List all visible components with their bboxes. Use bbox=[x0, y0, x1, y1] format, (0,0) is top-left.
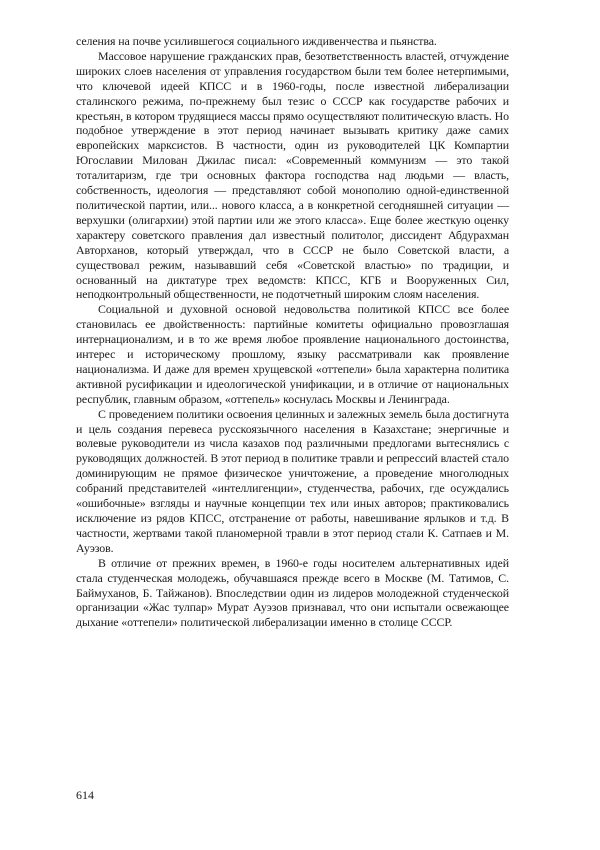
paragraph-virgin-lands: С проведением политики освоения целинных и залежных земель была достигнута и цель создания перевеса русскоязычного населения в Казахстане; энергичные и волевые руководители из числа казахов под различными предлогами вытеснялись с руководящих должностей. В этот период в политике травли и репрессий властей стало доминирующим не прямое физическое уничтожение, а проведение многолюдных собраний представителей «интеллигенции», студенчества, рабочих, где осуждались «ошибочные» взгляды и научные концепции тех или иных авторов; практиковались исключение из рядов КПСС, отстранение от работы, навешивание ярлыков и т.д. В частности, жертвами такой планомерной травли в этот период стали К. Сатпаев и М. Ауэзов. bbox=[76, 406, 509, 555]
page-number: 614 bbox=[76, 788, 94, 802]
page-body bbox=[76, 34, 509, 630]
paragraph-civil-rights: Массовое нарушение гражданских прав, безответственность властей, отчуждение широких слоев населения от управления государством были тем более нетерпимыми, что ключевой идеей КПСС и в 1960-годы, после известной либерализации сталинского режима, по-прежнему был тезис о СССР как государстве рабочих и крестьян, в котором трудящиеся массы прямо осуществляют политическую власть. Но подобное утверждение в этот период начинает вызывать критику даже самих европейских марксистов. В частности, один из руководителей ЦК Компартии Югославии Милован Джилас писал: «Современный коммунизм — это такой тоталитаризм, где три основных фактора господства над людьми — власть, собственность, идеология — представляют собой монополию одной-единственной политической партии, или... нового класса, а в конкретной сегодняшней ситуации — верхушки (олигархии) этой партии или же этого класса». Еще более жесткую оценку характеру советского правления дал известный политолог, диссидент Абдурахман Авторханов, который утверждал, что в СССР не было Советской власти, а существовал режим, называвший себя «Советской властью» по традиции, и основанный на диктатуре трех ведомств: КПСС, КГБ и Вооруженных Сил, неподконтрольный общественности, не подотчетный широким слоям населения. bbox=[76, 48, 509, 302]
paragraph-student-youth: В отличие от прежних времен, в 1960-е годы носителем альтернативных идей стала студенческая молодежь, обучавшаяся прежде всего в Москве (М. Татимов, С. Баймуханов, Б. Тайжанов). Впоследствии один из лидеров молодежной студенческой организации «Жас тулпар» Мурат Ауэзов признавал, что они испытали освежающее дыхание «оттепели» политической либерализации именно в столице СССР. bbox=[76, 555, 509, 630]
paragraph-duality: Социальной и духовной основой недовольства политикой КПСС все более становилась ее двойственность: партийные комитеты официально провозглашая интернационализм, и в то же время любое проявление национального достоинства, интерес и историческому прошлому, языку рассматривали как проявление национализма. И даже для времен хрущевской «оттепели» была характерна политика активной русификации и идеологической унификации, и в отличие от национальных республик, главным образом, «оттепель» коснулась Москвы и Ленинграда. bbox=[76, 302, 509, 406]
paragraph-continued: селения на почве усилившегося социального иждивенчества и пьянства. bbox=[76, 34, 437, 48]
